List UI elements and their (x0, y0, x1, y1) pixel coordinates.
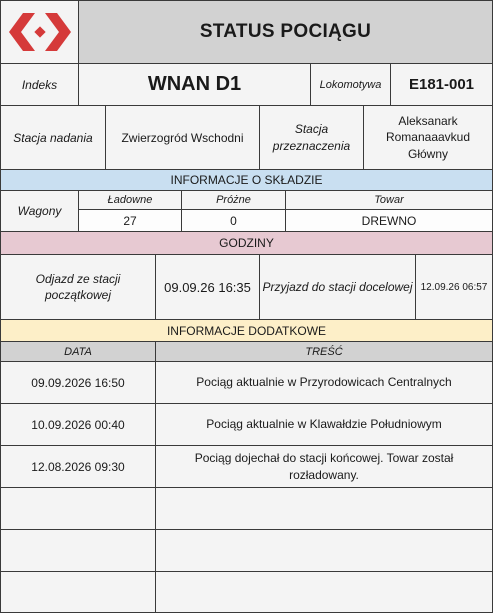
departure-label: Odjazd ze stacji początkowej (0, 254, 156, 320)
arrival-value: 12.09.26 06:57 (415, 254, 493, 320)
departure-value: 09.09.26 16:35 (155, 254, 260, 320)
table-row-content (155, 487, 493, 530)
table-row-content: Pociąg dojechał do stacji końcowej. Towar został rozładowany. (155, 445, 493, 488)
wagons-label: Wagony (0, 190, 79, 232)
logo (0, 0, 79, 64)
table-row-date: 12.08.2026 09:30 (0, 445, 156, 488)
arrival-label: Przyjazd do stacji docelowej (259, 254, 416, 320)
locomotive-value: E181-001 (390, 63, 493, 106)
table-row-date (0, 571, 156, 613)
column-header-content: TREŚĆ (155, 341, 493, 362)
hours-section-header: GODZINY (0, 231, 493, 255)
extra-info-section-header: INFORMACJE DODATKOWE (0, 319, 493, 342)
index-value: WNAN D1 (78, 63, 311, 106)
empty-label: Próżne (181, 190, 286, 210)
table-row-date: 10.09.2026 00:40 (0, 403, 156, 446)
locomotive-label: Lokomotywa (310, 63, 391, 106)
index-label: Indeks (0, 63, 79, 106)
railway-logo-icon (7, 9, 73, 55)
cargo-value: DREWNO (285, 209, 493, 232)
table-row-date (0, 487, 156, 530)
origin-station-label: Stacja nadania (0, 105, 106, 170)
loaded-label: Ładowne (78, 190, 182, 210)
table-row-content: Pociąg aktualnie w Klawałdzie Południowym (155, 403, 493, 446)
table-row-content (155, 571, 493, 613)
composition-section-header: INFORMACJE O SKŁADZIE (0, 169, 493, 191)
page-title: STATUS POCIĄGU (78, 0, 493, 64)
origin-station-value: Zwierzogród Wschodni (105, 105, 260, 170)
destination-station-value: Aleksanark Romanaaavkud Główny (363, 105, 493, 170)
loaded-value: 27 (78, 209, 182, 232)
empty-value: 0 (181, 209, 286, 232)
table-row-content (155, 529, 493, 572)
column-header-date: DATA (0, 341, 156, 362)
table-row-content: Pociąg aktualnie w Przyrodowicach Centralnych (155, 361, 493, 404)
table-row-date: 09.09.2026 16:50 (0, 361, 156, 404)
table-row-date (0, 529, 156, 572)
cargo-label: Towar (285, 190, 493, 210)
destination-station-label: Stacja przeznaczenia (259, 105, 364, 170)
